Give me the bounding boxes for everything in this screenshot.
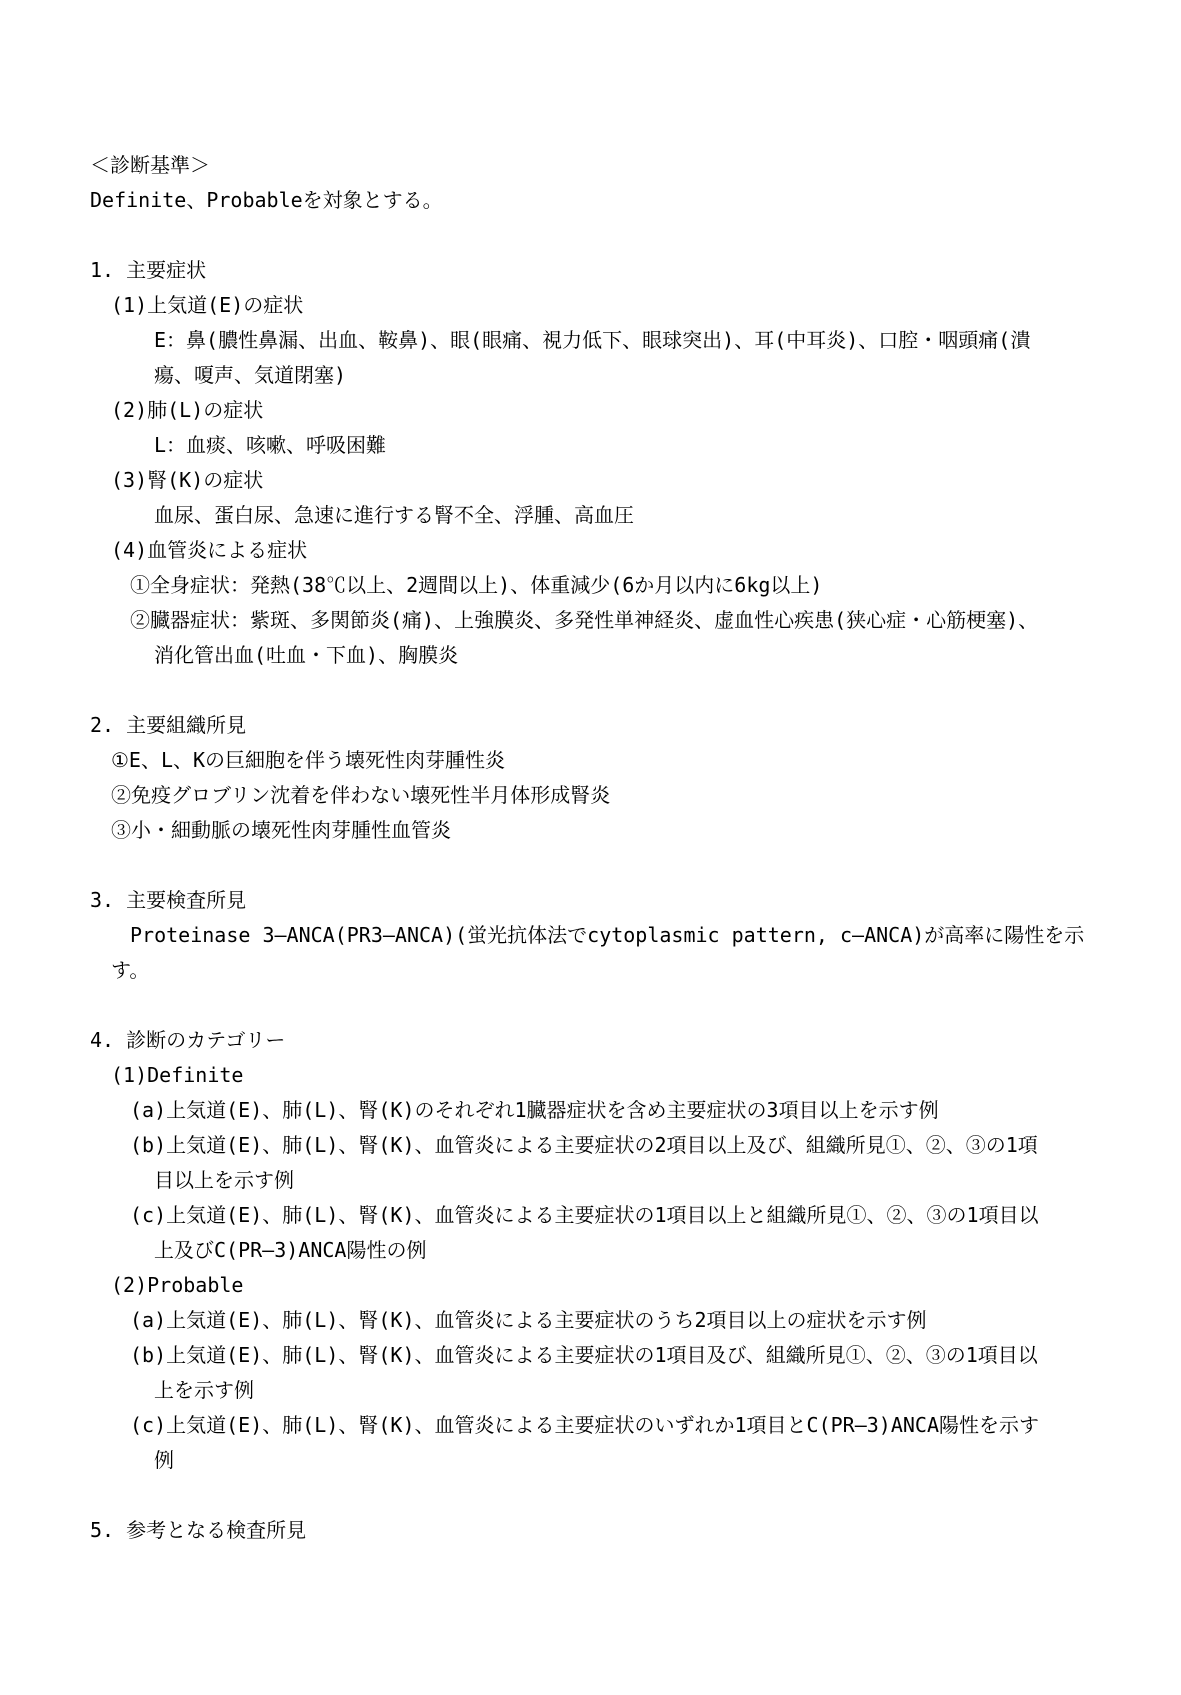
text-line: (1)Definite: [111, 1063, 244, 1087]
blank-line: [0, 1478, 1181, 1513]
document-body: [0, 148, 1181, 1548]
text-line: (c)上気道(E)、肺(L)、腎(K)、血管炎による主要症状のいずれか1項目とC(PR—3)ANCA陽性を示す: [130, 1413, 1039, 1437]
text-line: ①E、L、Kの巨細胞を伴う壊死性肉芽腫性炎: [111, 748, 506, 772]
section-heading: 1. 主要症状: [90, 258, 207, 282]
text-line: (2)Probable: [111, 1273, 244, 1297]
section-heading: 4. 診断のカテゴリー: [90, 1028, 286, 1052]
text-line: (1)上気道(E)の症状: [111, 293, 304, 317]
section-heading: 3. 主要検査所見: [90, 888, 247, 912]
text-line: ③小・細動脈の壊死性肉芽腫性血管炎: [111, 818, 451, 842]
text-line: (3)腎(K)の症状: [111, 468, 264, 492]
section-heading: Definite、Probableを対象とする。: [90, 188, 443, 212]
text-line: Proteinase 3—ANCA(PR3—ANCA)(蛍光抗体法でcytoplasmic pattern, c—ANCA)が高率に陽性を示: [130, 923, 1085, 947]
text-line: 例: [154, 1448, 174, 1472]
text-line: 上及びC(PR—3)ANCA陽性の例: [154, 1238, 427, 1262]
text-line: E：鼻(膿性鼻漏、出血、鞍鼻)、眼(眼痛、視力低下、眼球突出)、耳(中耳炎)、口腔・咽頭痛(潰: [154, 328, 1031, 352]
blank-line: [0, 988, 1181, 1023]
text-line: (a)上気道(E)、肺(L)、腎(K)、血管炎による主要症状のうち2項目以上の症状を示す例: [130, 1308, 927, 1332]
text-line: (b)上気道(E)、肺(L)、腎(K)、血管炎による主要症状の1項目及び、組織所見①、②、③の1項目以: [130, 1343, 1038, 1367]
text-line: 血尿、蛋白尿、急速に進行する腎不全、浮腫、高血圧: [154, 503, 634, 527]
text-line: (b)上気道(E)、肺(L)、腎(K)、血管炎による主要症状の2項目以上及び、組織所見①、②、③の1項: [130, 1133, 1038, 1157]
text-line: ②免疫グロブリン沈着を伴わない壊死性半月体形成腎炎: [111, 783, 611, 807]
section-heading: 5. 参考となる検査所見: [90, 1518, 307, 1542]
text-line: 上を示す例: [154, 1378, 254, 1402]
text-line: (c)上気道(E)、肺(L)、腎(K)、血管炎による主要症状の1項目以上と組織所見①、②、③の1項目以: [130, 1203, 1039, 1227]
blank-line: [0, 218, 1181, 253]
blank-line: [0, 848, 1181, 883]
text-line: 消化管出血(吐血・下血)、胸膜炎: [154, 643, 459, 667]
text-line: (4)血管炎による症状: [111, 538, 308, 562]
section-heading: 2. 主要組織所見: [90, 713, 247, 737]
text-line: 目以上を示す例: [154, 1168, 294, 1192]
blank-line: [0, 673, 1181, 708]
text-line: (a)上気道(E)、肺(L)、腎(K)のそれぞれ1臓器症状を含め主要症状の3項目以上を示す例: [130, 1098, 939, 1122]
section-heading: ＜診断基準＞: [90, 153, 210, 177]
text-line: ②臓器症状：紫斑、多関節炎(痛)、上強膜炎、多発性単神経炎、虚血性心疾患(狭心症・心筋梗塞)、: [130, 608, 1039, 632]
text-line: (2)肺(L)の症状: [111, 398, 264, 422]
text-line: ①全身症状：発熱(38℃以上、2週間以上)、体重減少(6か月以内に6kg以上): [130, 573, 823, 597]
text-line: す。: [111, 958, 150, 982]
text-line: 瘍、嗄声、気道閉塞): [154, 363, 347, 387]
text-line: L：血痰、咳嗽、呼吸困難: [154, 433, 387, 457]
